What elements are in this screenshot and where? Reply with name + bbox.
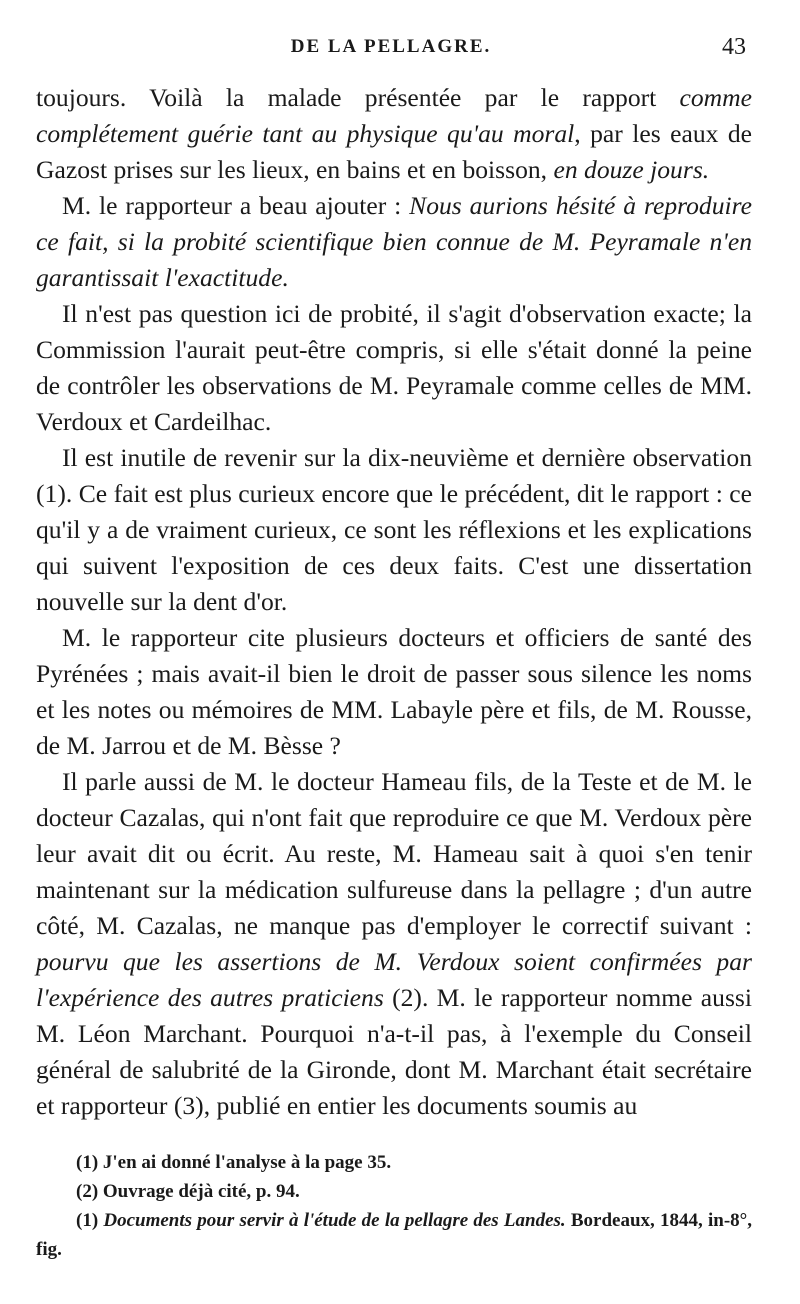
page-number: 43	[722, 34, 746, 60]
footnotes	[36, 1148, 752, 1264]
italic-text: Documents pour servir à l'étude de la pellagre des Landes.	[103, 1210, 566, 1231]
text-run: Il parle aussi de M. le docteur Hameau fils, de la Teste et de M. le docteur Cazalas, qui n'ont fait que reproduire ce que M. Verdoux père leur avait dit ou écrit. Au reste, M. Hameau sait à quoi s'en tenir maintenant sur la médication sulfureuse dans la pellagre ; d'un autre côté, M. Cazalas, ne manque pas d'employer le correctif suivant :	[36, 767, 752, 940]
body-text	[36, 80, 752, 1124]
text-run: , par les eaux de Gazost prises sur les lieux, en bains et en boisson,	[36, 119, 752, 184]
footnote	[36, 1206, 752, 1264]
footnote	[36, 1177, 752, 1206]
text-run: (2) Ouvrage déjà cité, p. 94.	[76, 1181, 300, 1202]
italic-text: Nous aurions hésité à reproduire ce fait, si la probité scientifique bien connue de M. Peyramale n'en garantissait l'exactitude.	[36, 191, 753, 292]
text-run: Il est inutile de revenir sur la dix-neuvième et dernière observation	[62, 443, 752, 472]
text-run: (1) J'en ai donné l'analyse à la page 35.	[76, 1152, 392, 1173]
text-run: (1)	[76, 1210, 104, 1231]
italic-text: comme complétement guérie tant au physique qu'au moral	[36, 83, 752, 148]
text-run: M. le rapporteur cite plusieurs docteurs et officiers de santé des Pyrénées ; mais avait-il bien le droit de passer sous silence les noms et les notes ou mémoires de MM. Labayle père et fils, de M. Rousse, de M. Jarrou et de M. Bèsse ?	[36, 623, 752, 760]
paragraph	[36, 764, 752, 1124]
text-run: Bordeaux, 1844, in-8°, fig.	[36, 1210, 752, 1260]
footnote	[36, 1148, 752, 1177]
italic-text: en douze jours.	[553, 155, 710, 184]
running-head: DE LA PELLAGRE.	[290, 36, 492, 57]
footnote-reference: (3)	[173, 1091, 204, 1120]
text-run: . Ce fait est plus curieux encore que le précédent, dit le rapport : ce qu'il y a de vraiment curieux, ce sont les réflexions et les explications qui suivent l'exposition de ces deux faits. C'est une dissertation nouvelle sur la dent d'or.	[36, 479, 752, 616]
text-run: M. le rapporteur a beau ajouter :	[62, 191, 410, 220]
footnote-reference: (2)	[392, 983, 422, 1012]
text-run: . M. le rapporteur nomme aussi M. Léon Marchant. Pourquoi n'a-t-il pas, à l'exemple du Conseil général de salubrité de la Gironde, dont M. Marchant était secrétaire et rapporteur	[36, 983, 752, 1120]
footnote-reference: (1)	[36, 479, 66, 508]
page-header	[36, 34, 746, 68]
paragraph	[36, 296, 752, 440]
text-run	[384, 983, 392, 1012]
text-run: Il n'est pas question ici de probité, il s'agit d'observation exacte; la Commission l'aurait peut-être compris, si elle s'était donné la peine de contrôler les observations de M. Peyramale comme celles de MM. Verdoux et Cardeilhac.	[36, 299, 752, 436]
paragraph	[36, 80, 752, 188]
paragraph	[36, 188, 752, 296]
paragraph	[36, 440, 752, 620]
text-run: , publié en entier les documents soumis au	[203, 1091, 638, 1120]
paragraph	[36, 620, 752, 764]
italic-text: pourvu que les assertions de M. Verdoux soient confirmées par l'expérience des autres praticiens	[36, 947, 752, 1012]
text-run: toujours. Voilà la malade présentée par le rapport	[36, 83, 680, 112]
